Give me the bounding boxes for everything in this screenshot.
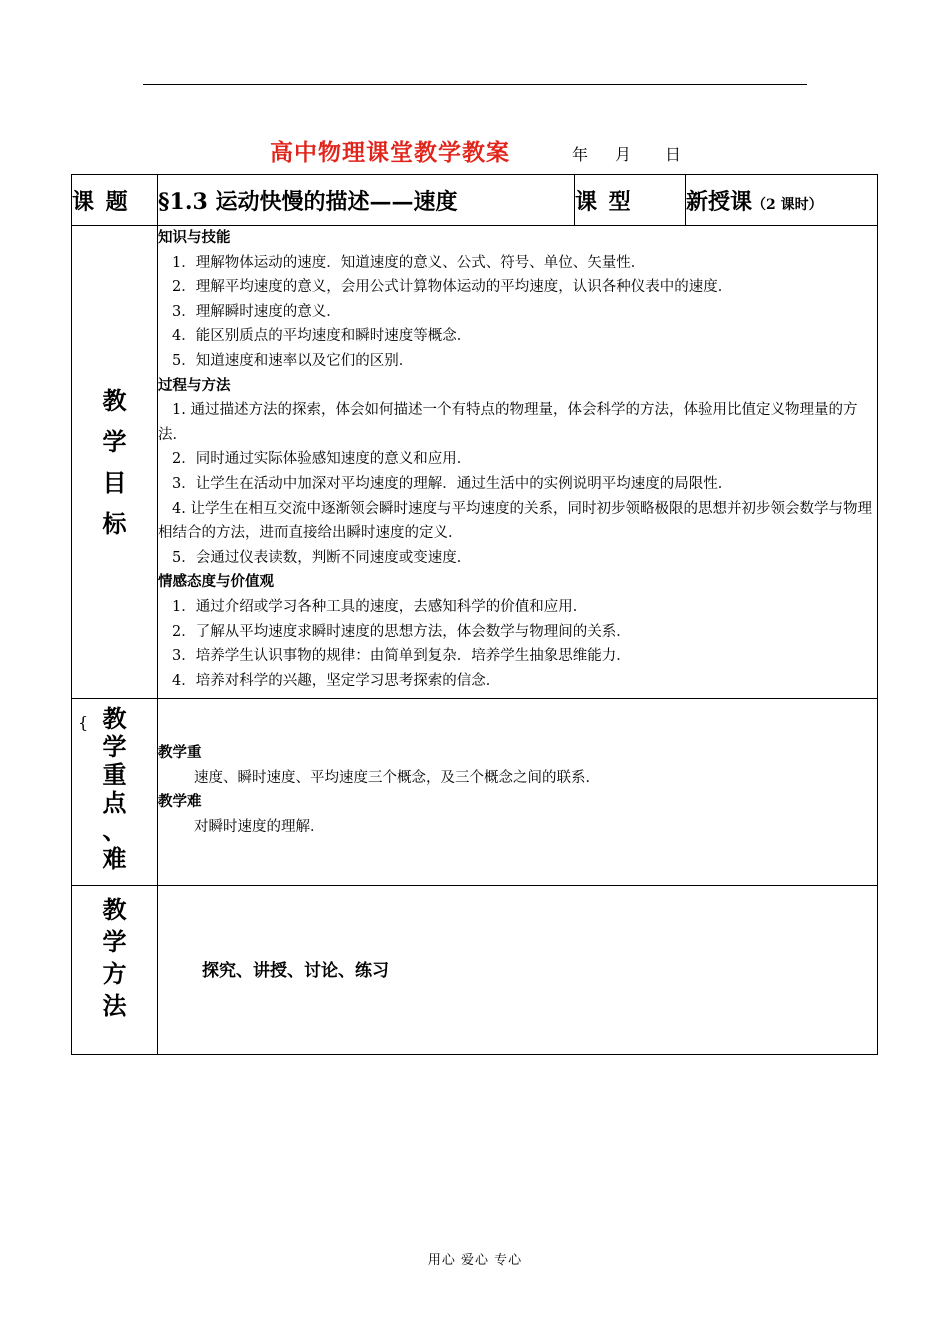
date-month: 月	[615, 145, 632, 164]
lesson-plan-table	[71, 174, 878, 1055]
section-heading-attitude: 情感态度与价值观	[158, 573, 274, 591]
type-label: 课 型	[575, 175, 686, 226]
objective-item: 2．同时通过实际体验感知速度的意义和应用．	[172, 451, 472, 468]
objectives-label-char: 学	[102, 427, 127, 456]
type-note: （2 课时）	[752, 196, 823, 213]
keypoints-content	[158, 699, 878, 886]
topic-value: §1.3 运动快慢的描述——速度	[158, 175, 575, 226]
objective-item: 2．理解平均速度的意义，会用公式计算物体运动的平均速度，认识各种仪表中的速度．	[172, 279, 733, 296]
section-heading-knowledge: 知识与技能	[158, 229, 231, 246]
title-line	[0, 134, 950, 168]
method-row	[72, 886, 878, 1055]
keypoints-label-char: 重	[102, 760, 127, 789]
objective-item: 2．了解从平均速度求瞬时速度的思想方法，体会数学与物理间的关系．	[172, 623, 631, 640]
keypoints-row	[72, 699, 878, 886]
objective-item: 4．培养对科学的兴趣，坚定学习思考探索的信念．	[172, 672, 501, 689]
keypoints-label-char: 学	[102, 732, 127, 761]
key-point-heading: 教学重	[158, 744, 202, 761]
method-label-char: 学	[102, 927, 127, 956]
type-value-text: 新授课	[686, 188, 753, 215]
objective-item: 3．让学生在活动中加深对平均速度的理解．通过生活中的实例说明平均速度的局限性．	[172, 475, 733, 492]
objectives-label-char: 教	[102, 386, 127, 415]
objective-item: 1．通过介绍或学习各种工具的速度，去感知科学的价值和应用．	[172, 598, 588, 615]
method-label-char: 法	[102, 991, 127, 1020]
objectives-label-char: 标	[102, 509, 127, 538]
page-footer: 用心 爱心 专心	[427, 1253, 523, 1268]
document-title: 高中物理课堂教学教案	[270, 139, 510, 166]
objective-item: 4．能区别质点的平均速度和瞬时速度等概念．	[172, 328, 472, 345]
objective-item: 3．培养学生认识事物的规律：由简单到复杂．培养学生抽象思维能力．	[172, 648, 631, 665]
method-label-char: 方	[102, 959, 127, 988]
objective-item: 5．知道速度和速率以及它们的区别．	[172, 352, 414, 369]
date-year: 年	[572, 145, 589, 164]
keypoints-label	[72, 699, 158, 886]
difficult-point-heading: 教学难	[158, 793, 202, 811]
keypoints-label-char: 难	[102, 844, 127, 873]
method-text: 探究、讲授、讨论、练习	[202, 961, 389, 981]
header-row	[72, 175, 878, 226]
keypoints-label-char: 教	[102, 704, 127, 733]
objective-item: 3．理解瞬时速度的意义．	[172, 303, 341, 320]
topic-label: 课 题	[72, 175, 158, 226]
type-value	[686, 175, 878, 226]
section-heading-process: 过程与方法	[158, 376, 231, 394]
top-rule	[143, 84, 807, 85]
objectives-label-char: 目	[102, 468, 127, 497]
objective-item: 5．会通过仪表读数，判断不同速度或变速度．	[172, 549, 472, 566]
keypoints-mark: {	[78, 713, 89, 732]
objectives-row	[72, 226, 878, 699]
objective-item: 1．理解物体运动的速度．知道速度的意义、公式、符号、单位、矢量性．	[172, 254, 646, 271]
keypoints-label-char: 、	[102, 816, 127, 845]
objectives-content	[158, 226, 878, 699]
method-label-char: 教	[102, 895, 127, 924]
method-label	[72, 886, 158, 1055]
date-day: 日	[665, 145, 682, 164]
objective-item: 1. 通过描述方法的探索，体会如何描述一个有特点的物理量，体会科学的方法，体验用比值定义物理量的方法．	[158, 402, 858, 443]
keypoints-label-char: 点	[102, 788, 127, 817]
objective-item: 4. 让学生在相互交流中逐渐领会瞬时速度与平均速度的关系，同时初步领略极限的思想并初步领会数学与物理相结合的方法，进而直接给出瞬时速度的定义．	[158, 500, 872, 542]
method-content	[158, 886, 878, 1055]
difficult-point-text: 对瞬时速度的理解．	[194, 818, 325, 835]
objectives-label	[72, 226, 158, 699]
key-point-text: 速度、瞬时速度、平均速度三个概念，及三个概念之间的联系．	[194, 769, 600, 786]
